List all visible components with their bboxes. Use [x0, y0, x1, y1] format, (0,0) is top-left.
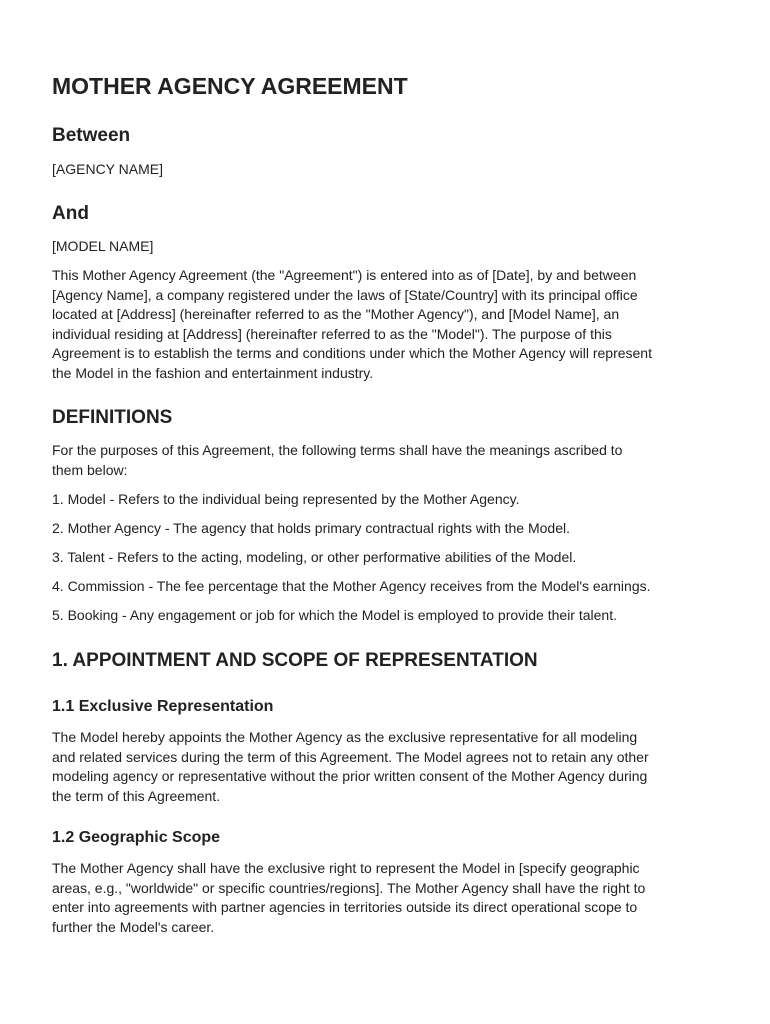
definition-item-talent: 3. Talent - Refers to the acting, modeling, or other performative abilities of the Model.	[52, 549, 577, 565]
section1-1-line: The Model hereby appoints the Mother Agency as the exclusive representative for all modeling	[52, 729, 638, 745]
intro-line: Agreement is to establish the terms and conditions under which the Mother Agency will represent	[52, 345, 652, 361]
section1-1-line: the term of this Agreement.	[52, 787, 221, 804]
intro-paragraph	[52, 266, 732, 383]
section1-2-line: enter into agreements with partner agencies in territories outside its direct operational scope to	[52, 899, 638, 915]
agency-name-placeholder: [AGENCY NAME]	[52, 161, 163, 177]
intro-line: the Model in the fashion and entertainment industry.	[52, 364, 374, 381]
definition-item-model: 1. Model - Refers to the individual being represented by the Mother Agency.	[52, 491, 520, 507]
section1-2-line: The Mother Agency shall have the exclusive right to represent the Model in [specify geographic	[52, 860, 640, 876]
section1-2-paragraph	[52, 859, 732, 937]
section1-1-paragraph	[52, 728, 732, 806]
definitions-intro-line: them below:	[52, 461, 128, 478]
and-heading: And	[52, 203, 89, 224]
intro-line: located at [Address] (hereinafter referred to as the "Mother Agency"), and [Model Name], an	[52, 306, 620, 322]
model-name-placeholder: [MODEL NAME]	[52, 238, 154, 254]
between-heading: Between	[52, 125, 131, 146]
section1-1-line: and related services during the term of this Agreement. The Model agrees not to retain any other	[52, 748, 649, 765]
section1-2-line: further the Model's career.	[52, 918, 215, 935]
intro-line: individual residing at [Address] (hereinafter referred to as the "Model"). The purpose of this	[52, 325, 612, 342]
section1-2-heading: 1.2 Geographic Scope	[52, 829, 221, 846]
definitions-heading: DEFINITIONS	[52, 407, 173, 428]
document-title: MOTHER AGENCY AGREEMENT	[52, 73, 408, 99]
section1-1-heading: 1.1 Exclusive Representation	[52, 698, 274, 715]
intro-line: This Mother Agency Agreement (the "Agreement") is entered into as of [Date], by and between	[52, 267, 637, 283]
section1-2-line: areas, e.g., "worldwide" or specific countries/regions]. The Mother Agency shall have the right to	[52, 879, 646, 896]
definition-item-booking: 5. Booking - Any engagement or job for which the Model is employed to provide their talent.	[52, 607, 617, 623]
section1-heading: 1. APPOINTMENT AND SCOPE OF REPRESENTATION	[52, 650, 538, 671]
intro-line: [Agency Name], a company registered under the laws of [State/Country] with its principal office	[52, 286, 638, 303]
section1-1-line: modeling agency or representative without the prior written consent of the Mother Agency during	[52, 768, 648, 784]
definition-item-commission: 4. Commission - The fee percentage that the Mother Agency receives from the Model's earnings.	[52, 578, 651, 594]
definitions-intro-line: For the purposes of this Agreement, the following terms shall have the meanings ascribed to	[52, 442, 623, 458]
definition-item-mother-agency: 2. Mother Agency - The agency that holds primary contractual rights with the Model.	[52, 520, 570, 536]
definitions-intro	[52, 441, 732, 480]
